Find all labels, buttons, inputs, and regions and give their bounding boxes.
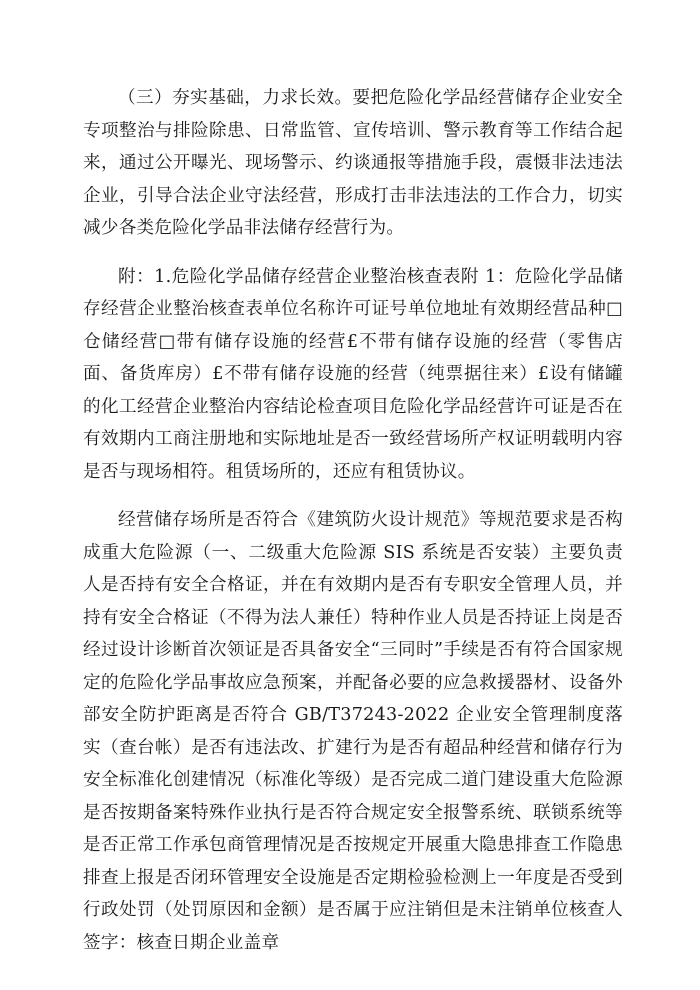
paragraph-attachment-checklist: 附：1.危险化学品储存经营企业整治核查表附 1：危险化学品储存经营企业整治核查表单位名称许可证号单位地址有效期经营品种□仓储经营□带有储存设施的经营£不带有储存设施的经营（零售店面、备货库房）£不带有储存设施的经营（纯票据往来）£设有储罐的化工经营企业整治内容结论检查项目危险化学品经营许可证是否在有效期内工商注册地和实际地址是否一致经营场所产权证明载明内容是否与现场相符。租赁场所的，还应有租赁协议。 — [83, 266, 623, 482]
document-body — [83, 82, 623, 959]
paragraph-consolidate-foundation: （三）夯实基础，力求长效。要把危险化学品经营储存企业安全专项整治与排险除患、日常监管、宣传培训、警示教育等工作结合起来，通过公开曝光、现场警示、约谈通报等措施手段，震慑非法违法企业，引导合法企业守法经营，形成打击非法违法的工作合力，切实减少各类危险化学品非法储存经营行为。 — [83, 88, 623, 238]
paragraph-inspection-items: 经营储存场所是否符合《建筑防火设计规范》等规范要求是否构成重大危险源（一、二级重大危险源 SIS 系统是否安装）主要负责人是否持有安全合格证，并在有效期内是否有专职安全管理人员，并持有安全合格证（不得为法人兼任）特种作业人员是否持证上岗是否经过设计诊断首次领证是否具备安全“三同时”手续是否有符合国家规定的危险化学品事故应急预案，并配备必要的应急救援器材、设备外部安全防护距离是否符合 GB/T37243-2022 企业安全管理制度落实（查台帐）是否有违法改、扩建行为是否有超品种经营和储存行为安全标准化创建情况（标准化等级）是否完成二道门建设重大危险源是否按期备案特殊作业执行是否符合规定安全报警系统、联锁系统等是否正常工作承包商管理情况是否按规定开展重大隐患排查工作隐患排查上报是否闭环管理安全设施是否定期检验检测上一年度是否受到行政处罚（处罚原因和金额）是否属于应注销但是未注销单位核查人签字：核查日期企业盖章 — [83, 510, 623, 953]
